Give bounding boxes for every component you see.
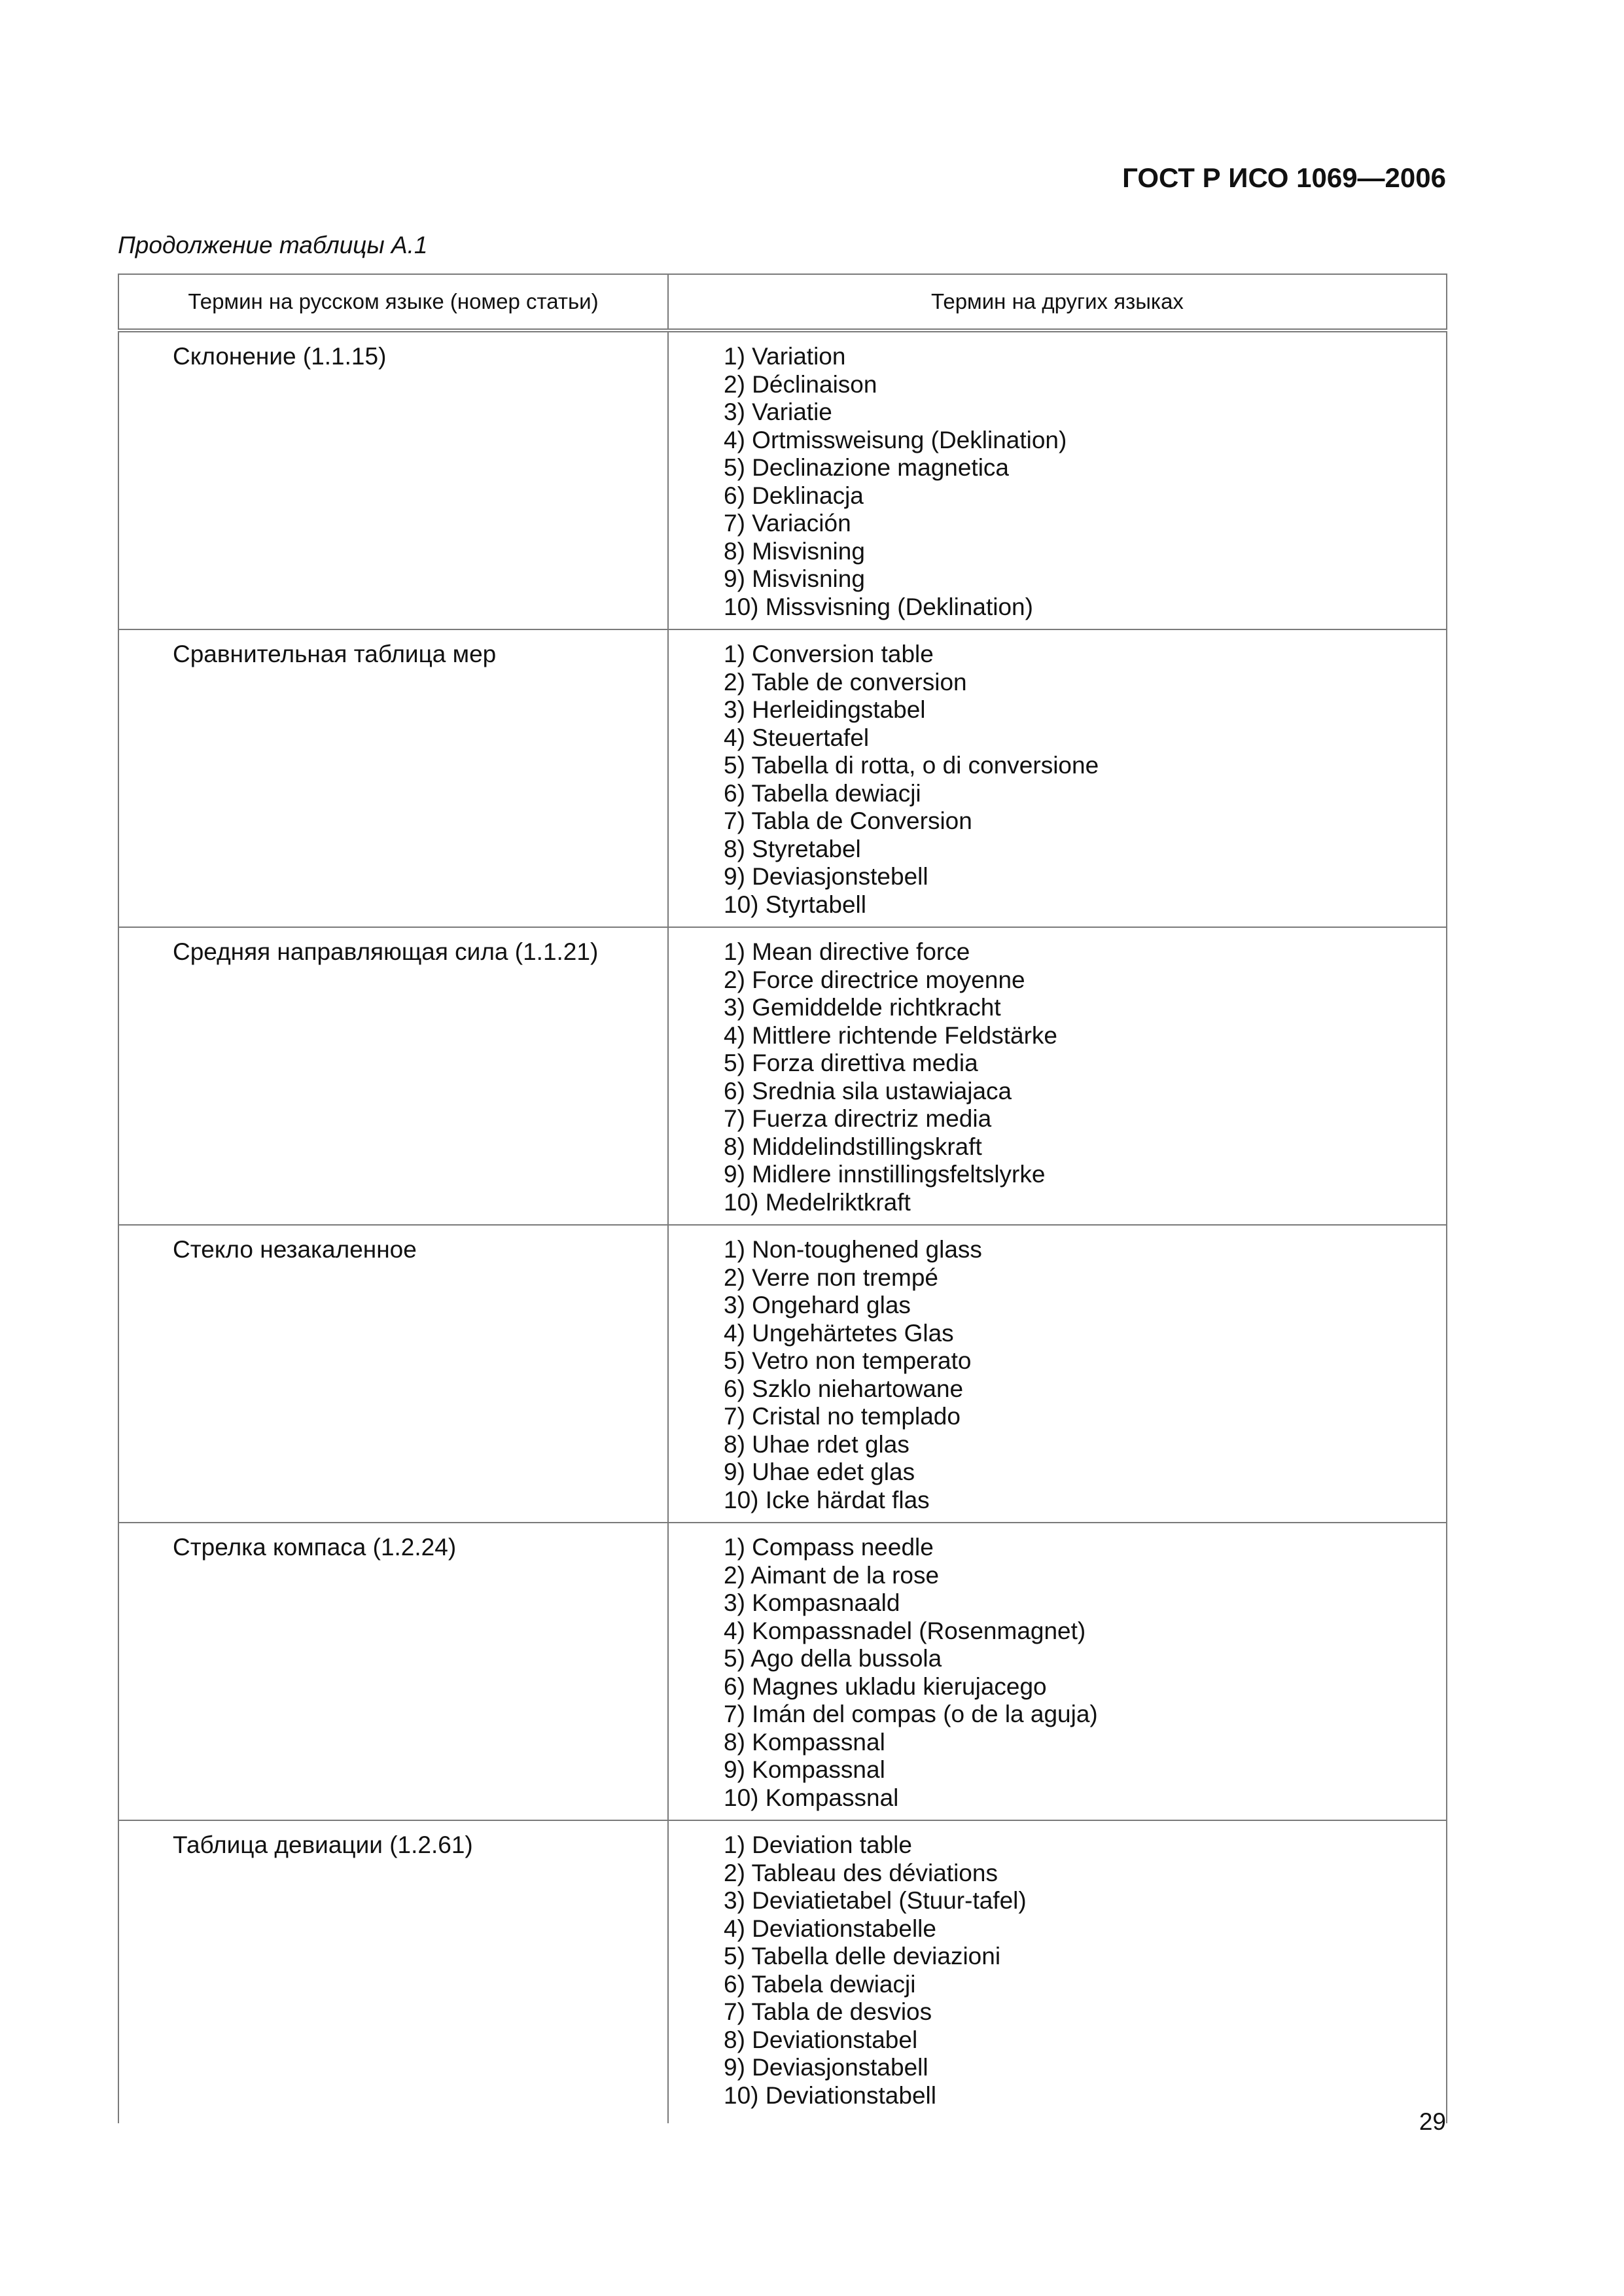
translation-item: 7) Tabla de Conversion [724, 807, 972, 834]
other-languages-cell [668, 1820, 1447, 2123]
translation-item: 9) Misvisning [724, 565, 865, 592]
russian-term-cell: Стрелка компаса (1.2.24) [118, 1523, 668, 1820]
translation-item: 1) Compass needle [724, 1534, 934, 1561]
translation-item: 6) Szklo niehartowane [724, 1375, 964, 1402]
translation-item: 3) Kompasnaald [724, 1589, 900, 1616]
translation-item: 6) Tabela dewiacji [724, 1970, 916, 1998]
translation-item: 7) Tabla de desvios [724, 1998, 932, 2025]
column-header-other-languages: Термин на других языках [668, 274, 1447, 330]
translation-item: 3) Herleidingstabel [724, 696, 926, 723]
translation-item: 10) Medelriktkraft [724, 1188, 911, 1216]
translation-item: 7) Cristal no templado [724, 1403, 961, 1430]
translation-item: 2) Aimant de la rose [724, 1561, 940, 1589]
table-row [118, 629, 1447, 927]
translation-item: 5) Ago della bussola [724, 1645, 942, 1672]
translation-item: 2) Verre поп trempé [724, 1263, 938, 1291]
translation-list [724, 1236, 1446, 1514]
translation-item: 2) Force directrice moyenne [724, 966, 1025, 993]
column-header-russian-term: Термин на русском языке (номер статьи) [118, 274, 668, 330]
translation-item: 3) Ongehard glas [724, 1292, 911, 1318]
translation-item: 1) Non-toughened glass [724, 1236, 982, 1263]
translation-item: 4) Ortmissweisung (Deklination) [724, 426, 1067, 453]
table-row [118, 330, 1447, 629]
translation-item: 8) Deviationstabel [724, 2026, 918, 2053]
translation-item: 2) Tableau des déviations [724, 1859, 998, 1886]
translation-item: 5) Tabella delle deviazioni [724, 1943, 1001, 1969]
translation-item: 6) Deklinacja [724, 482, 864, 509]
translation-item: 4) Steuertafel [724, 724, 870, 751]
translation-item: 5) Vetro non temperato [724, 1347, 972, 1374]
table-header-row [118, 274, 1447, 330]
translation-item: 1) Conversion table [724, 641, 934, 667]
translation-item: 9) Deviasjonstebell [724, 863, 928, 890]
translation-item: 5) Forza direttiva media [724, 1050, 978, 1076]
russian-term-cell: Таблица девиации (1.2.61) [118, 1820, 668, 2123]
translation-item: 7) Fuerza directriz media [724, 1105, 992, 1132]
other-languages-cell [668, 629, 1447, 927]
translation-item: 1) Mean directive force [724, 938, 970, 965]
translation-item: 4) Deviationstabelle [724, 1915, 936, 1942]
russian-term-cell: Сравнительная таблица мер [118, 629, 668, 927]
translation-item: 1) Variation [724, 343, 846, 370]
table-row [118, 1820, 1447, 2123]
translation-item: 5) Declinazione magnetica [724, 454, 1010, 481]
translation-item: 8) Middelindstillingskraft [724, 1133, 982, 1160]
translation-item: 8) Kompassnal [724, 1728, 885, 1756]
translation-item: 6) Magnes ukladu kierujacego [724, 1672, 1047, 1700]
translation-item: 2) Déclinaison [724, 370, 877, 398]
russian-term-cell: Средняя направляющая сила (1.1.21) [118, 927, 668, 1225]
translation-item: 9) Midlere innstillingsfeltslyrke [724, 1161, 1046, 1188]
translation-item: 9) Deviasjonstabell [724, 2054, 928, 2081]
translation-item: 5) Tabella di rotta, o di conversione [724, 752, 1099, 779]
translation-list [724, 1831, 1446, 2110]
translation-item: 3) Gemiddelde richtkracht [724, 994, 1001, 1021]
page-number: 29 [1419, 2108, 1446, 2135]
translation-item: 6) Srednia sila ustawiajaca [724, 1077, 1012, 1104]
russian-term-cell: Склонение (1.1.15) [118, 330, 668, 629]
table-row [118, 927, 1447, 1225]
translation-item: 4) Kompassnadel (Rosenmagnet) [724, 1617, 1086, 1644]
translation-item: 2) Table de conversion [724, 668, 967, 696]
translation-item: 10) Deviationstabell [724, 2081, 936, 2109]
translation-list [724, 1534, 1446, 1812]
terms-table [118, 274, 1447, 2123]
translation-item: 10) Styrtabell [724, 891, 866, 918]
translation-item: 7) Variación [724, 510, 851, 537]
translation-item: 8) Uhae rdet glas [724, 1430, 909, 1458]
translation-list [724, 343, 1446, 621]
translation-item: 3) Deviatietabel (Stuur-tafel) [724, 1887, 1027, 1914]
other-languages-cell [668, 1523, 1447, 1820]
translation-list [724, 938, 1446, 1216]
table-row [118, 1225, 1447, 1523]
translation-item: 3) Variatie [724, 398, 832, 425]
translation-item: 9) Kompassnal [724, 1756, 885, 1783]
table-body [118, 330, 1447, 2123]
document-code: ГОСТ Р ИСО 1069—2006 [1122, 162, 1446, 193]
translation-item: 8) Misvisning [724, 537, 865, 565]
translation-item: 10) Missvisning (Deklination) [724, 593, 1033, 620]
russian-term-cell: Стекло незакаленное [118, 1225, 668, 1523]
other-languages-cell [668, 1225, 1447, 1523]
translation-item: 8) Styretabel [724, 835, 861, 862]
translation-item: 7) Imán del compas (o de la aguja) [724, 1701, 1098, 1727]
translation-item: 10) Kompassnal [724, 1784, 899, 1811]
table-row [118, 1523, 1447, 1820]
other-languages-cell [668, 927, 1447, 1225]
translation-item: 9) Uhae edet glas [724, 1458, 915, 1485]
table-continuation-label: Продолжение таблицы А.1 [118, 232, 428, 258]
translation-item: 6) Tabella dewiacji [724, 779, 921, 807]
other-languages-cell [668, 330, 1447, 629]
translation-item: 1) Deviation table [724, 1831, 912, 1858]
translation-item: 4) Ungehärtetes Glas [724, 1319, 954, 1347]
translation-item: 4) Mittlere richtende Feldstärke [724, 1021, 1057, 1049]
translation-list [724, 641, 1446, 919]
translation-item: 10) Icke härdat flas [724, 1486, 930, 1513]
